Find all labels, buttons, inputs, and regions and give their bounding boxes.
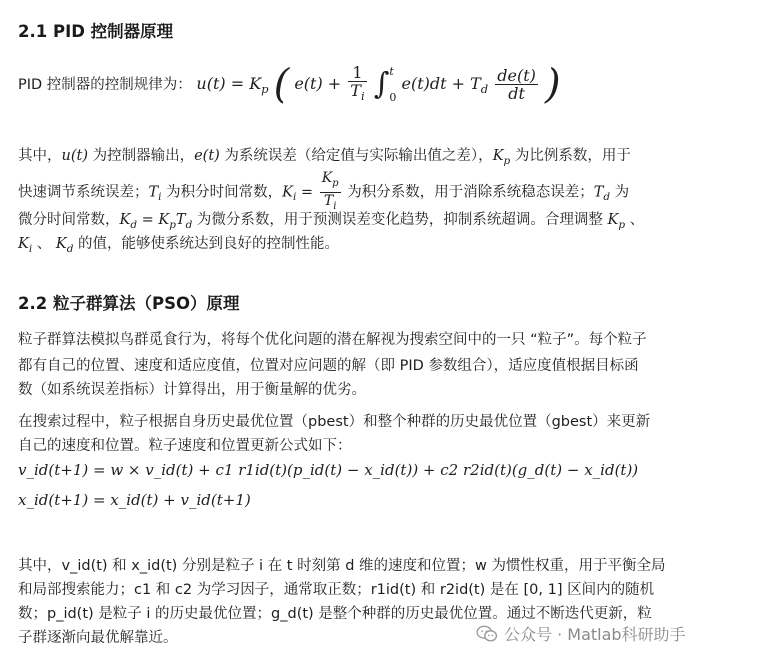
pid-desc-line-3: 微分时间常数，$K_d = K_pT_d$ 为微分系数，用于预测误差变化趋势，抑制系统超调。合理调整 $K_p$ 、	[18, 212, 645, 231]
pid-formula: $u(t) = K_p$ ( e(t) + $\frac{1}{T_i}$ ∫ t 0 $e(t)dt + T_d$ $\frac{de(t)}{dt}$ )	[196, 61, 561, 108]
pid-intro-text: PID 控制器的控制规律为：	[18, 77, 192, 93]
watermark	[476, 622, 686, 645]
pid-desc-line-4: $K_i$ 、 $K_d$ 的值，能够使系统达到良好的控制性能。	[18, 236, 340, 255]
section-title-pid: 2.1 PID 控制器原理	[18, 22, 174, 41]
pso-para2-line-2: 自己的速度和位置。粒子速度和位置更新公式如下：	[18, 438, 352, 454]
watermark-text: 公众号 · Matlab科研助手	[504, 625, 686, 644]
wechat-icon	[476, 625, 498, 643]
pid-formula-line	[18, 58, 561, 110]
position-equation: x_id(t+1) = x_id(t) + v_id(t+1)	[18, 491, 251, 509]
pso-para1-line-2: 都有自己的位置、速度和适应度值，位置对应问题的解（即 PID 参数组合），适应度值根据目标函	[18, 358, 639, 374]
pso-para3-line-3: 数；p_id(t) 是粒子 i 的历史最优位置；g_d(t) 是整个种群的历史最优位置。通过不断迭代更新，粒	[18, 606, 652, 622]
pso-para1-line-1: 粒子群算法模拟鸟群觅食行为，将每个优化问题的潜在解视为搜索空间中的一只 “粒子”。每个粒子	[18, 332, 647, 348]
pso-para3-line-1: 其中，v_id(t) 和 x_id(t) 分别是粒子 i 在 t 时刻第 d 维的速度和位置；w 为惯性权重，用于平衡全局	[18, 558, 666, 574]
pid-desc-line-1: 其中，u(t) 为控制器输出，e(t) 为系统误差（给定值与实际输出值之差），$K_p$ 为比例系数，用于	[18, 148, 631, 167]
velocity-equation: v_id(t+1) = w × v_id(t) + c1 r1id(t)(p_id(t) − x_id(t)) + c2 r2id(t)(g_d(t) − x_id(t))	[18, 461, 639, 479]
pso-para3-line-4: 子群逐渐向最优解靠近。	[18, 630, 178, 646]
section-title-pso: 2.2 粒子群算法（PSO）原理	[18, 294, 240, 313]
pid-desc-line-2: 快速调节系统误差；$T_i$ 为积分时间常数，$K_i$ = $\frac{K_p}{T_i}$ 为积分系数，用于消除系统稳态误差；$T_d$ 为	[18, 170, 630, 212]
pso-para1-line-3: 数（如系统误差指标）计算得出，用于衡量解的优劣。	[18, 382, 366, 398]
pso-para3-line-2: 和局部搜索能力；c1 和 c2 为学习因子，通常取正数；r1id(t) 和 r2id(t) 是在 [0, 1] 区间内的随机	[18, 582, 655, 598]
pso-para2-line-1: 在搜索过程中，粒子根据自身历史最优位置（pbest）和整个种群的历史最优位置（gbest）来更新	[18, 414, 651, 430]
